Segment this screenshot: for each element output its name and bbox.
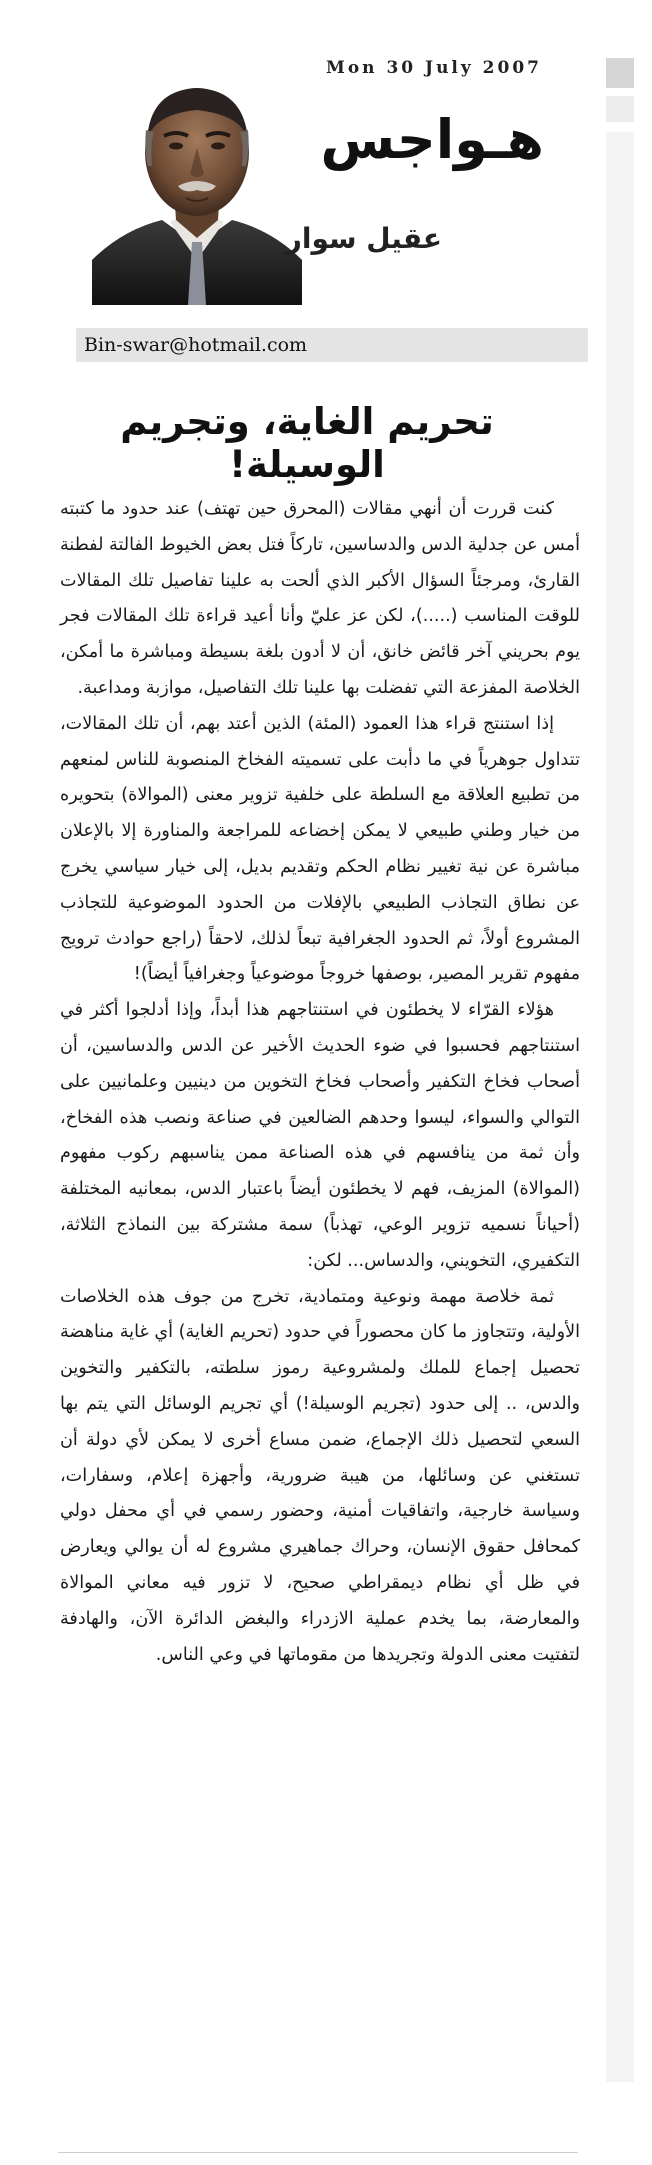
column-title: هـواجس: [320, 108, 544, 171]
article-paragraph: كنت قررت أن أنهي مقالات (المحرق حين تهتف) عند حدود ما كتبته أمس عن جدلية الدس والدساسين، تاركاً فتل بعض الخيوط الفالتة لفطنة القارئ، ومرجئاً السؤال الأكبر الذي ألحت به علينا تفاصيل تلك المقالات للوقت المناسب (.....)، لكن عز عليّ وأنا أعيد قراءة تلك المقالات فجر يوم بحريني آخر قائض خانق، أن لا أدون بلغة بسيطة ومباشرة ما أمكن، الخلاصة المفزعة التي تفضلت بها علينا تلك التفاصيل، موازبة ومداعبة.: [60, 499, 580, 698]
article-headline: تحريم الغاية، وتجريم الوسيلة!: [120, 400, 494, 486]
author-name: عقيل سوار: [285, 222, 442, 255]
article-paragraph: إذا استنتج قراء هذا العمود (المئة) الذين أعتد بهم، أن تلك المقالات، تتداول جوهرياً في ما دأبت على تسميته الفخاخ المنصوبة للناس لمنعهم من تطبيع العلاقة مع السلطة على خلفية تزوير معنى (الموالاة) بتحويره من خيار وطني طبيعي لا يمكن إخضاعه للمراجعة والمناورة إلا بالإعلان مباشرة عن نية تغيير نظام الحكم وتقديم بديل، إلى خيار سياسي يخرج عن نطاق التجاذب الطبيعي بالإفلات من الحدود الموضوعية للتجاذب المشروع أولاً، ثم الحدود الجغرافية تبعاً لذلك، لاحقاً (راجع حوادث ترويج مفهوم تقرير المصير، بوصفها خروجاً موضوعياً وجغرافياً أيضاً)!: [60, 713, 580, 985]
publication-date: Mon 30 July 2007: [326, 58, 542, 78]
article-paragraph: ثمة خلاصة مهمة ونوعية ومتمادية، تخرج من جوف هذه الخلاصات الأولية، وتتجاوز ما كان محصوراً في حدود (تحريم الغاية) أي غاية مناهضة تحصيل إجماع للملك ولمشروعية رموز سلطته، بالتكفير والتخوين والدس، .. إلى حدود (تجريم الوسيلة!) أي تجريم الوسائل التي يتم بها السعي لتحصيل ذلك الإجماع، ضمن مساع أخرى لا يمكن لأي دولة أن تستغني عن وسائلها، من هيبة ضرورية، وأجهزة إعلام، وسفارات، وسياسة خارجية، واتفاقيات أمنية، وحضور رسمي في أي محفل دولي كمحافل حقوق الإنسان، وحراك جماهيري مشروع له أن يوالي ويعارض في ظل أي نظام ديمقراطي صحيح، لا تزور فيه معاني الموالاة والمعارضة، بما يخدم عملية الازدراء والبغض الدائرة الآن، والهادفة لتفتيت معنى الدولة وتجريدها من مقوماتها في وعي الناس.: [60, 1286, 580, 1665]
bottom-divider: [58, 2152, 578, 2153]
side-strip-block: [606, 58, 634, 88]
side-strip-block: [606, 96, 634, 122]
author-portrait-icon: [92, 70, 302, 305]
side-strip-column: [606, 132, 634, 2082]
author-photo: [92, 70, 302, 305]
article-paragraph: هؤلاء القرّاء لا يخطئون في استنتاجهم هذا أبداً، وإذا أدلجوا أكثر في استنتاجهم فحسبوا في ضوء الحديث الأخير عن الدس والدساسين، أن أصحاب فخاخ التكفير وأصحاب فخاخ التخوين من دينيين وعلمانيين على التوالي والسواء، ليسوا وحدهم الضالعين في صناعة ونصب هذه الفخاخ، وأن ثمة من ينافسهم في هذه الصناعة ممن يناسبهم ركوب مفهوم (الموالاة) المزيف، فهم لا يخطئون أيضاً باعتبار الدس، بمعانيه المختلفة (أحياناً نسميه تزوير الوعي، تهذباً) سمة مشتركة بين النماذج الثلاثة، التكفيري، التخويني، والدساس... لكن:: [60, 1000, 580, 1271]
article-body: [60, 492, 580, 1673]
email-bar: [76, 328, 588, 362]
side-strip: [606, 58, 634, 2082]
author-email[interactable]: Bin-swar@hotmail.com: [84, 334, 308, 356]
